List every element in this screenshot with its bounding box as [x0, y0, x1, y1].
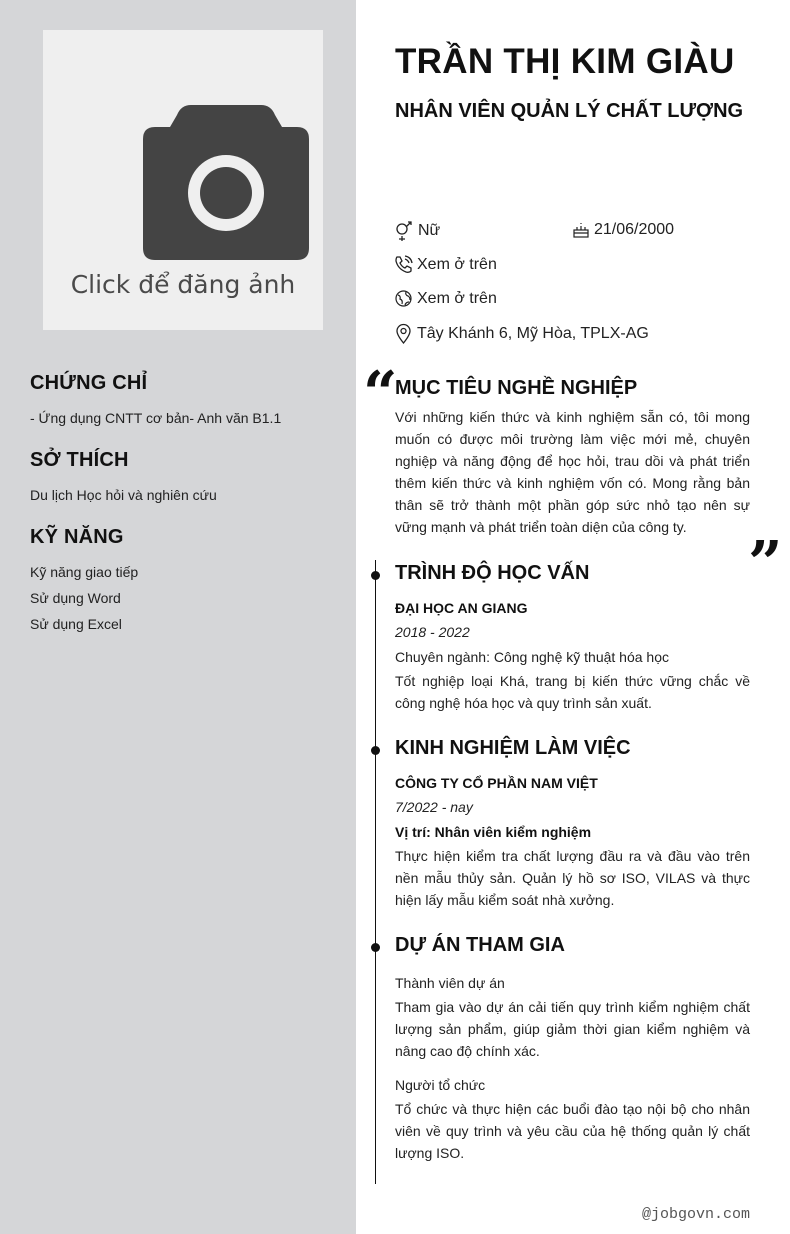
experience-role: Vị trí: Nhân viên kiểm nghiệm: [395, 824, 592, 840]
open-quote-icon: “: [363, 359, 398, 429]
projects-title: DỰ ÁN THAM GIA: [395, 934, 565, 956]
address-info: [394, 323, 649, 344]
education-period: 2018 - 2022: [395, 624, 470, 640]
skills-title: KỸ NĂNG: [30, 526, 124, 548]
objective-title: MỤC TIÊU NGHỀ NGHIỆP: [395, 377, 638, 399]
timeline-dot: [371, 571, 380, 580]
location-pin-icon: [394, 323, 413, 344]
gender-icon: [394, 221, 414, 241]
project-role: Người tổ chức: [395, 1077, 486, 1093]
birthday-value: 21/06/2000: [594, 221, 675, 238]
phone-info: [394, 255, 497, 274]
candidate-position: NHÂN VIÊN QUẢN LÝ CHẤT LƯỢNG: [395, 100, 744, 122]
experience-description: Thực hiện kiểm tra chất lượng đầu ra và đầu vào trên nền mẫu thủy sản. Quản lý hồ sơ ISO, VILAS và thực hiện lấy mẫu kiểm soát nhà xưởng.: [395, 848, 750, 908]
birthday-info: [572, 221, 674, 239]
education-major: Chuyên ngành: Công nghệ kỹ thuật hóa học: [395, 649, 669, 665]
phone-value: Xem ở trên: [417, 255, 497, 273]
photo-upload-label: Click để đăng ảnh: [70, 270, 296, 299]
skill-item: Sử dụng Excel: [30, 616, 122, 632]
experience-title: KINH NGHIỆM LÀM VIỆC: [395, 737, 631, 759]
education-title: TRÌNH ĐỘ HỌC VẤN: [395, 562, 590, 584]
skill-item: Sử dụng Word: [30, 590, 121, 606]
hobby-item: Du lịch Học hỏi và nghiên cứu: [30, 487, 217, 503]
certificates-section: [30, 372, 340, 431]
experience-company: CÔNG TY CỔ PHẦN NAM VIỆT: [395, 775, 598, 791]
email-info: [394, 289, 497, 308]
camera-icon: [143, 105, 309, 260]
hobbies-title: SỞ THÍCH: [30, 449, 129, 471]
certificates-title: CHỨNG CHỈ: [30, 372, 148, 394]
objective-text: Với những kiến thức và kinh nghiệm sẵn có, tôi mong muốn có được môi trường làm việc mới mẻ, chuyên nghiệp và năng động để học hỏi, trau dồi và phát triển thêm kiến thức và kinh nghiệm vốn có. Mong rằng bản thân sẽ trở thành một phần góp sức nhỏ tạo nên sự vững mạnh và phát triển toàn diện của công ty.: [395, 409, 750, 535]
timeline-dot: [371, 746, 380, 755]
candidate-name: TRẦN THỊ KIM GIÀU: [395, 42, 735, 81]
education-description: Tốt nghiệp loại Khá, trang bị kiến thức vững chắc về công nghệ hóa học và quy trình sản xuất.: [395, 673, 750, 711]
gender-value: Nữ: [418, 222, 441, 239]
close-quote-icon: ”: [748, 529, 783, 599]
globe-icon: [394, 289, 413, 308]
gender-info: [394, 221, 440, 241]
experience-period: 7/2022 - nay: [395, 799, 473, 815]
project-description: Tổ chức và thực hiện các buổi đào tạo nội bộ cho nhân viên về quy trình và yêu cầu của hệ thống quản lý chất lượng ISO.: [395, 1101, 750, 1161]
site-watermark: @jobgovn.com: [642, 1206, 751, 1223]
address-value: Tây Khánh 6, Mỹ Hòa, TPLX-AG: [417, 324, 649, 342]
timeline-dot: [371, 943, 380, 952]
skill-item: Kỹ năng giao tiếp: [30, 564, 139, 580]
birthday-cake-icon: [572, 221, 590, 239]
avatar-upload[interactable]: [43, 30, 323, 330]
education-school: ĐẠI HỌC AN GIANG: [395, 600, 528, 616]
main-content: [356, 0, 790, 1234]
certificate-item: - Ứng dụng CNTT cơ bản- Anh văn B1.1: [30, 410, 282, 426]
email-value: Xem ở trên: [417, 289, 497, 307]
sidebar: [0, 0, 356, 1234]
project-description: Tham gia vào dự án cải tiến quy trình kiểm nghiệm chất lượng sản phẩm, giúp giảm thời gian kiểm nghiệm và nâng cao độ chính xác.: [395, 999, 750, 1059]
timeline-line: [375, 560, 376, 1184]
hobbies-section: [30, 449, 340, 508]
project-role: Thành viên dự án: [395, 975, 505, 991]
skills-section: [30, 526, 340, 637]
phone-icon: [394, 255, 413, 274]
